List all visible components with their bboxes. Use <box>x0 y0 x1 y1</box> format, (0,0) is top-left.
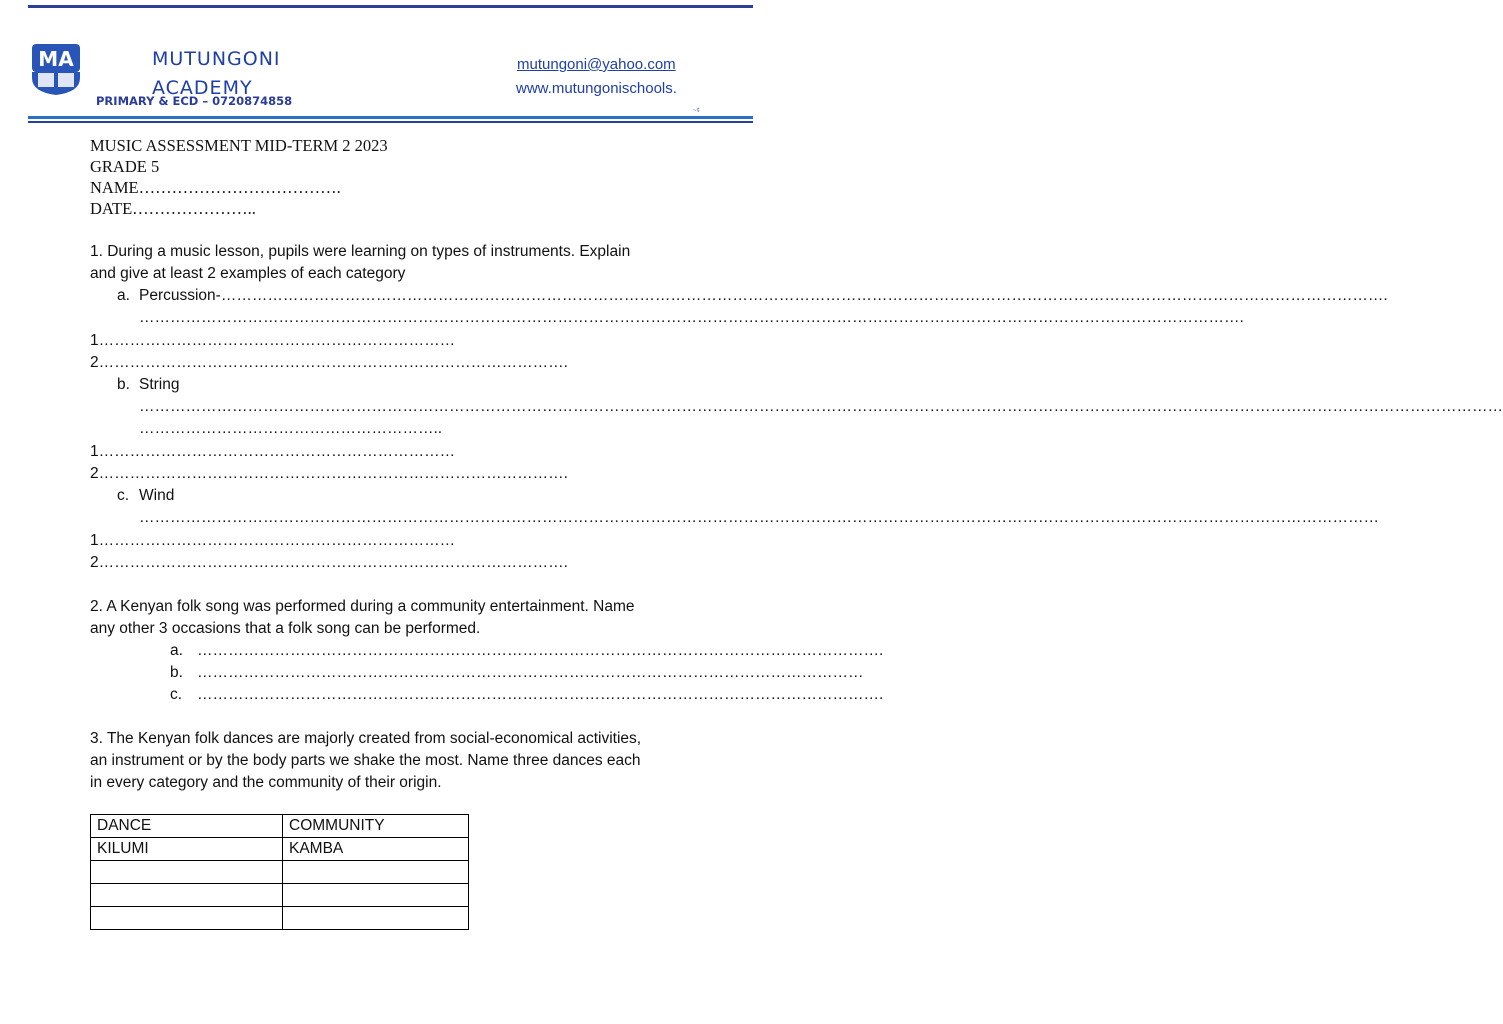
table-cell-dance[interactable] <box>91 861 283 884</box>
table-header-row <box>91 815 469 838</box>
header-bottom-rule-2 <box>28 121 753 123</box>
q1-a-example-2: 2………………………………………………………………………………. <box>90 354 568 371</box>
name-field: NAME………………………………. <box>90 178 341 197</box>
q2-b-answer-line: ………………………………………………………………………………………………………………… <box>197 664 864 681</box>
q1-b-string: String <box>139 376 180 393</box>
school-logo <box>30 42 82 96</box>
assessment-title: MUSIC ASSESSMENT MID-TERM 2 2023 <box>90 136 388 155</box>
q2-b-marker: b. <box>170 664 183 681</box>
q1-a-example-1: 1…………………………………………………………… <box>90 332 456 349</box>
table-cell-dance: KILUMI <box>91 838 283 861</box>
q3-text-line1: 3. The Kenyan folk dances are majorly created from social-economical activities, <box>90 730 642 747</box>
table-cell-dance[interactable] <box>91 907 283 930</box>
email-link[interactable]: mutungoni@yahoo.com <box>517 56 676 73</box>
table-cell-community[interactable] <box>283 884 469 907</box>
q1-a-percussion: Percussion-………………………………………………………………………………………………………………………………………………………………………………………………………. <box>139 287 1388 304</box>
dance-community-table <box>90 814 469 930</box>
q1-c-wind: Wind <box>139 487 175 504</box>
q2-a-marker: a. <box>170 642 183 659</box>
table-row <box>91 884 469 907</box>
q1-b-marker: b. <box>117 376 130 393</box>
table-row <box>91 861 469 884</box>
table-cell-dance[interactable] <box>91 884 283 907</box>
q2-text-line2: any other 3 occasions that a folk song can be performed. <box>90 620 481 637</box>
q1-b-example-2: 2………………………………………………………………………………. <box>90 465 568 482</box>
table-header-dance: DANCE <box>91 815 283 838</box>
table-row <box>91 907 469 930</box>
q2-c-marker: c. <box>170 686 183 703</box>
school-subtitle: PRIMARY & ECD – 0720874858 <box>96 94 293 108</box>
logo-text: MA <box>38 47 74 71</box>
header-bottom-rule <box>28 116 753 119</box>
q2-c-answer-line: ……………………………………………………………………………………………………………………. <box>197 686 884 703</box>
table-cell-community[interactable] <box>283 861 469 884</box>
table-row <box>91 838 469 861</box>
header-top-rule <box>28 5 753 8</box>
q1-c-marker: c. <box>117 487 130 504</box>
q1-c-answer-line: …………………………………………………………………………………………………………………………………………………………………………………………………………………… <box>139 509 1379 526</box>
q1-b-answer-line-1: ………………………………………………………………………………………………………………………………………………………………………………………………………………………………………… <box>139 398 1503 415</box>
q1-b-answer-line-2: ………………………………………………….. <box>139 420 443 437</box>
q1-a-answer-line: ……………………………………………………………………………………………………………………………………………………………………………………………. <box>139 309 1244 326</box>
grade-line: GRADE 5 <box>90 157 160 176</box>
q3-text-line2: an instrument or by the body parts we shake the most. Name three dances each <box>90 752 641 769</box>
q1-text-line2: and give at least 2 examples of each category <box>90 265 406 282</box>
school-name-line2: ACADEMY <box>152 77 253 99</box>
q1-a-marker: a. <box>117 287 130 304</box>
q1-b-example-1: 1…………………………………………………………… <box>90 443 456 460</box>
date-field: DATE………………….. <box>90 199 256 218</box>
q1-c-example-1: 1…………………………………………………………… <box>90 532 456 549</box>
q1-text-line1: 1. During a music lesson, pupils were learning on types of instruments. Explain <box>90 243 631 260</box>
q2-a-answer-line: ……………………………………………………………………………………………………………………. <box>197 642 884 659</box>
q1-c-example-2: 2………………………………………………………………………………. <box>90 554 568 571</box>
header-cutoff-text: ~¢ <box>693 108 700 114</box>
table-cell-community: KAMBA <box>283 838 469 861</box>
table-header-community: COMMUNITY <box>283 815 469 838</box>
q3-text-line3: in every category and the community of their origin. <box>90 774 442 791</box>
school-name-line1: MUTUNGONI <box>152 48 281 70</box>
website-link[interactable]: www.mutungonischools. <box>516 80 677 97</box>
table-cell-community[interactable] <box>283 907 469 930</box>
q2-text-line1: 2. A Kenyan folk song was performed during a community entertainment. Name <box>90 598 635 615</box>
